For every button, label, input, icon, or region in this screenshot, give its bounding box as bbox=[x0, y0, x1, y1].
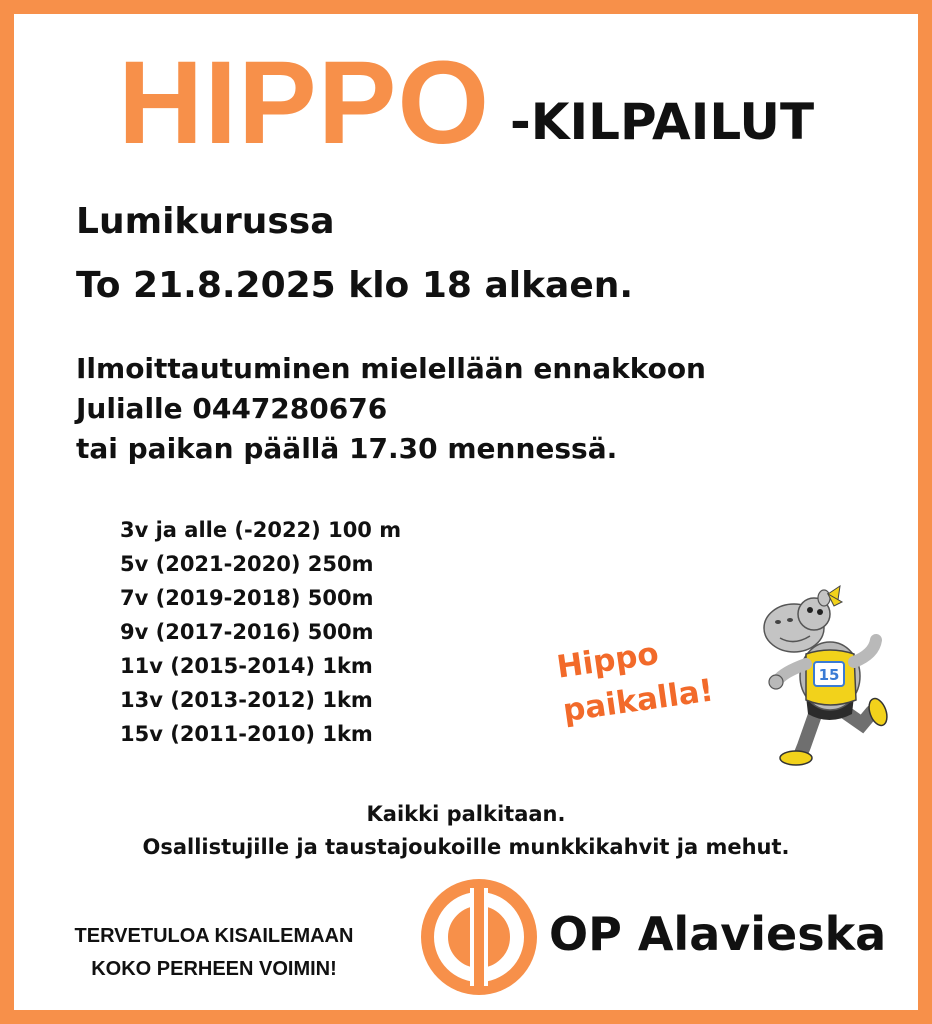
title-hippo: HIPPO bbox=[118, 37, 491, 169]
rewards-line: Kaikki palkitaan. bbox=[366, 802, 566, 826]
age-class-item: 3v ja alle (-2022) 100 m bbox=[120, 518, 402, 542]
sponsor-name: OP Alavieska bbox=[549, 907, 887, 961]
age-class-item: 5v (2021-2020) 250m bbox=[120, 552, 374, 576]
event-datetime: To 21.8.2025 klo 18 alkaen. bbox=[76, 265, 634, 306]
registration-line: Julialle 0447280676 bbox=[76, 392, 388, 425]
welcome-text bbox=[44, 920, 384, 986]
registration-info bbox=[76, 349, 706, 469]
event-location: Lumikurussa bbox=[76, 201, 335, 242]
welcome-line: KOKO PERHEEN VOIMIN! bbox=[91, 958, 337, 980]
title-kilpailut: -KILPAILUT bbox=[510, 93, 815, 151]
op-logo-icon bbox=[418, 876, 540, 998]
age-class-item: 11v (2015-2014) 1km bbox=[120, 654, 373, 678]
rewards-line: Osallistujille ja taustajoukoille munkkikahvit ja mehut. bbox=[142, 835, 790, 859]
hippo-callout bbox=[554, 625, 716, 733]
registration-line: tai paikan päällä 17.30 mennessä. bbox=[76, 432, 618, 465]
rewards-info bbox=[14, 798, 918, 864]
hippo-runner-mascot-icon bbox=[754, 584, 904, 774]
welcome-line: TERVETULOA KISAILEMAAN bbox=[74, 925, 354, 947]
mascot-bib-number: 15 bbox=[818, 666, 840, 684]
age-class-item: 15v (2011-2010) 1km bbox=[120, 722, 373, 746]
age-class-item: 13v (2013-2012) 1km bbox=[120, 688, 373, 712]
age-class-item: 9v (2017-2016) 500m bbox=[120, 620, 374, 644]
callout-line: paikalla! bbox=[560, 672, 716, 730]
age-class-list bbox=[120, 513, 401, 751]
age-class-item: 7v (2019-2018) 500m bbox=[120, 586, 374, 610]
callout-line: Hippo bbox=[554, 635, 661, 686]
registration-line: Ilmoittautuminen mielellään ennakkoon bbox=[76, 352, 706, 385]
